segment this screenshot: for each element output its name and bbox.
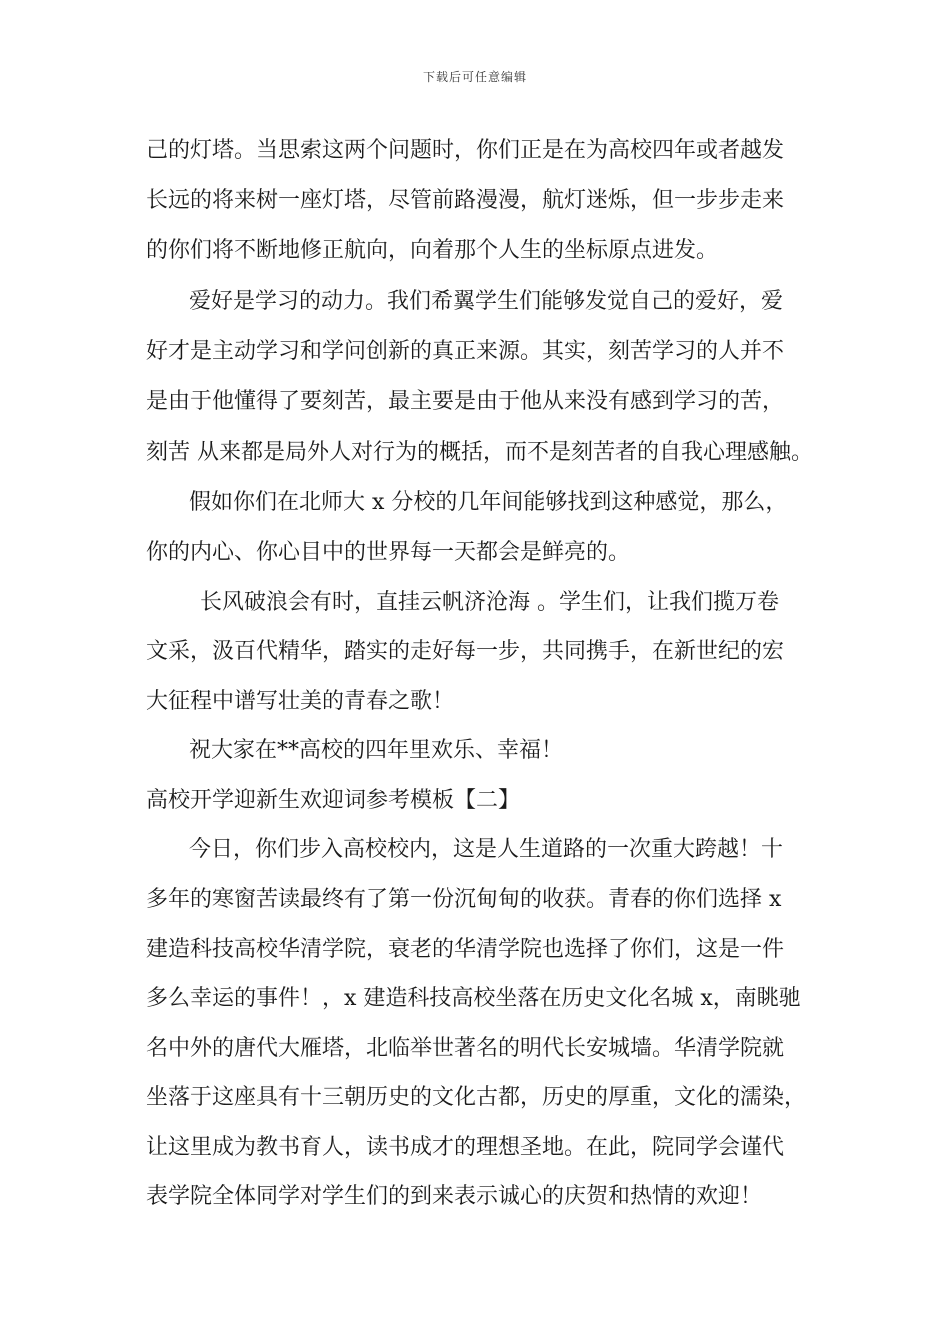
section-heading: 高校开学迎新生欢迎词参考模板【二】 <box>146 788 521 813</box>
body-text-line: 是由于他懂得了要刻苦，最主要是由于他从来没有感到学习的苦， <box>146 389 785 414</box>
body-text-line: 好才是主动学习和学问创新的真正来源。其实，刻苦学习的人并不 <box>146 339 785 364</box>
paragraph-first-line: 长风破浪会有时，直挂云帆济沧海 。学生们，让我们揽万卷 <box>200 590 779 615</box>
body-text-line: 的你们将不断地修正航向，向着那个人生的坐标原点进发。 <box>146 238 719 263</box>
page-header-note: 下载后可任意编辑 <box>422 70 527 84</box>
body-text-line: 让这里成为教书育人，读书成才的理想圣地。在此，院同学会谨代 <box>146 1135 785 1160</box>
paragraph-first-line: 祝大家在**高校的四年里欢乐、幸福！ <box>189 738 564 763</box>
body-text-line: 长远的将来树一座灯塔，尽管前路漫漫，航灯迷烁，但一步步走来 <box>146 188 785 213</box>
body-text-line: 名中外的唐代大雁塔，北临举世著名的明代长安城墙。华清学院就 <box>146 1036 785 1061</box>
body-text-line: 坐落于这座具有十三朝历史的文化古都，历史的厚重，文化的濡染， <box>146 1085 807 1110</box>
body-text-line: 大征程中谱写壮美的青春之歌！ <box>146 689 455 714</box>
paragraph-first-line: 假如你们在北师大 x 分校的几年间能够找到这种感觉，那么， <box>189 490 788 515</box>
body-text-line: 建造科技高校华清学院，衰老的华清学院也选择了你们，这是一件 <box>146 937 785 962</box>
body-text-line: 多么幸运的事件！，x 建造科技高校坐落在历史文化名城 x，南眺驰 <box>146 986 801 1011</box>
paragraph-first-line: 今日，你们步入高校校内，这是人生道路的一次重大跨越！十 <box>189 837 784 862</box>
body-text-line: 刻苦 从来都是局外人对行为的概括，而不是刻苦者的自我心理感触。 <box>146 440 813 465</box>
body-text-line: 多年的寒窗苦读最终有了第一份沉甸甸的收获。青春的你们选择 x <box>146 887 782 912</box>
body-text-line: 你的内心、你心目中的世界每一天都会是鲜亮的。 <box>146 540 631 565</box>
body-text-line: 表学院全体同学对学生们的到来表示诚心的庆贺和热情的欢迎！ <box>146 1184 763 1209</box>
body-text-line: 文采，汲百代精华，踏实的走好每一步，共同携手，在新世纪的宏 <box>146 639 785 664</box>
body-text-line: 己的灯塔。当思索这两个问题时，你们正是在为高校四年或者越发 <box>146 138 785 163</box>
paragraph-first-line: 爱好是学习的动力。我们希翼学生们能够发觉自己的爱好，爱 <box>189 289 784 314</box>
